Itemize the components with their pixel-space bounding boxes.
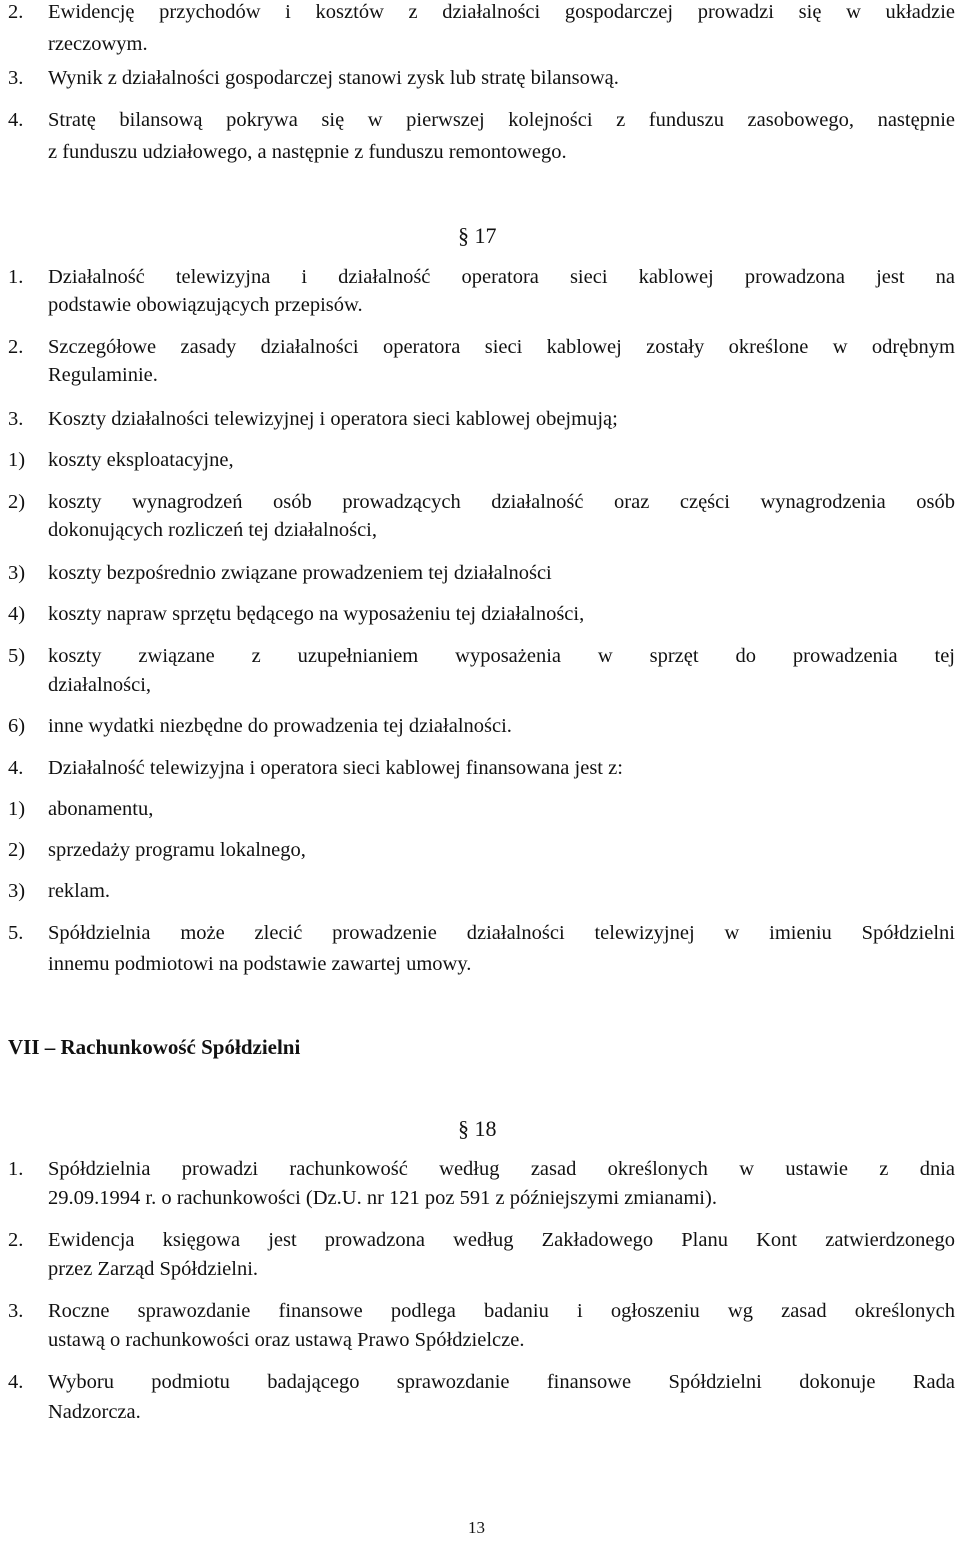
paragraph-text-cont: z funduszu udziałowego, a następnie z funduszu remontowego. <box>48 141 567 163</box>
paragraph-text-cont: Regulaminie. <box>48 364 158 386</box>
list-number: 4) <box>8 603 26 625</box>
paragraph-text: Spółdzielnia może zlecić prowadzenie działalności telewizyjnej w imieniu Spółdzielni <box>48 922 955 944</box>
paragraph-text-cont: przez Zarząd Spółdzielni. <box>48 1258 259 1280</box>
list-text: koszty wynagrodzeń osób prowadzących działalność oraz części wynagrodzenia osób <box>48 491 955 513</box>
paragraph-text: Wynik z działalności gospodarczej stanowi zysk lub stratę bilansową. <box>48 67 619 89</box>
paragraph-number: 4. <box>8 109 24 131</box>
paragraph-number: 4. <box>8 757 24 779</box>
paragraph-text-cont: podstawie obowiązujących przepisów. <box>48 294 363 316</box>
paragraph-text-cont: innemu podmiotowi na podstawie zawartej umowy. <box>48 953 472 975</box>
list-text: koszty bezpośrednio związane prowadzeniem tej działalności <box>48 562 552 584</box>
paragraph-text: Wyboru podmiotu badającego sprawozdanie finansowe Spółdzielni dokonuje Rada <box>48 1371 955 1393</box>
list-text: koszty napraw sprzętu będącego na wyposażeniu tej działalności, <box>48 603 585 625</box>
list-text: inne wydatki niezbędne do prowadzenia tej działalności. <box>48 715 512 737</box>
paragraph-number: 4. <box>8 1371 24 1393</box>
list-number: 1) <box>8 798 26 820</box>
paragraph-text: Ewidencja księgowa jest prowadzona według Zakładowego Planu Kont zatwierdzonego <box>48 1229 955 1251</box>
paragraph-text-cont: 29.09.1994 r. o rachunkowości (Dz.U. nr 121 poz 591 z późniejszymi zmianami). <box>48 1187 717 1209</box>
paragraph-number: 5. <box>8 922 24 944</box>
list-number: 3) <box>8 880 26 902</box>
paragraph-number: 1. <box>8 1158 24 1180</box>
paragraph-number: 2. <box>8 1 24 23</box>
paragraph-text: Szczegółowe zasady działalności operatora sieci kablowej zostały określone w odrębnym <box>48 336 955 358</box>
list-text: abonamentu, <box>48 798 154 820</box>
paragraph-number: 3. <box>8 408 24 430</box>
list-text: reklam. <box>48 880 111 902</box>
paragraph-text: Spółdzielnia prowadzi rachunkowość według zasad określonych w ustawie z dnia <box>48 1158 955 1180</box>
paragraph-text: Koszty działalności telewizyjnej i operatora sieci kablowej obejmują; <box>48 408 618 430</box>
list-text: koszty związane z uzupełnianiem wyposażenia w sprzęt do prowadzenia tej <box>48 645 955 667</box>
section-heading-17: § 17 <box>458 223 497 248</box>
chapter-heading: VII – Rachunkowość Spółdzielni <box>8 1035 301 1059</box>
list-number: 2) <box>8 491 26 513</box>
list-text: sprzedaży programu lokalnego, <box>48 839 306 861</box>
list-number: 6) <box>8 715 26 737</box>
list-text-cont: działalności, <box>48 674 152 696</box>
paragraph-text-cont: Nadzorcza. <box>48 1401 141 1423</box>
list-text-cont: dokonujących rozliczeń tej działalności, <box>48 519 378 541</box>
paragraph-text-cont: rzeczowym. <box>48 33 148 55</box>
paragraph-text: Stratę bilansową pokrywa się w pierwszej kolejności z funduszu zasobowego, następnie <box>48 109 955 131</box>
list-number: 2) <box>8 839 26 861</box>
paragraph-text: Ewidencję przychodów i kosztów z działalności gospodarczej prowadzi się w układzie <box>48 1 955 23</box>
paragraph-number: 3. <box>8 1300 24 1322</box>
paragraph-text: Działalność telewizyjna i operatora sieci kablowej finansowana jest z: <box>48 757 623 779</box>
paragraph-text-cont: ustawą o rachunkowości oraz ustawą Prawo Spółdzielcze. <box>48 1329 525 1351</box>
paragraph-text: Roczne sprawozdanie finansowe podlega badaniu i ogłoszeniu wg zasad określonych <box>48 1300 955 1322</box>
paragraph-number: 3. <box>8 67 24 89</box>
paragraph-number: 2. <box>8 336 24 358</box>
paragraph-number: 1. <box>8 266 24 288</box>
list-number: 5) <box>8 645 26 667</box>
paragraph-text: Działalność telewizyjna i działalność operatora sieci kablowej prowadzona jest na <box>48 266 955 288</box>
page-number: 13 <box>468 1518 485 1537</box>
section-heading-18: § 18 <box>458 1116 497 1141</box>
list-text: koszty eksploatacyjne, <box>48 449 234 471</box>
paragraph-number: 2. <box>8 1229 24 1251</box>
list-number: 3) <box>8 562 26 584</box>
list-number: 1) <box>8 449 26 471</box>
